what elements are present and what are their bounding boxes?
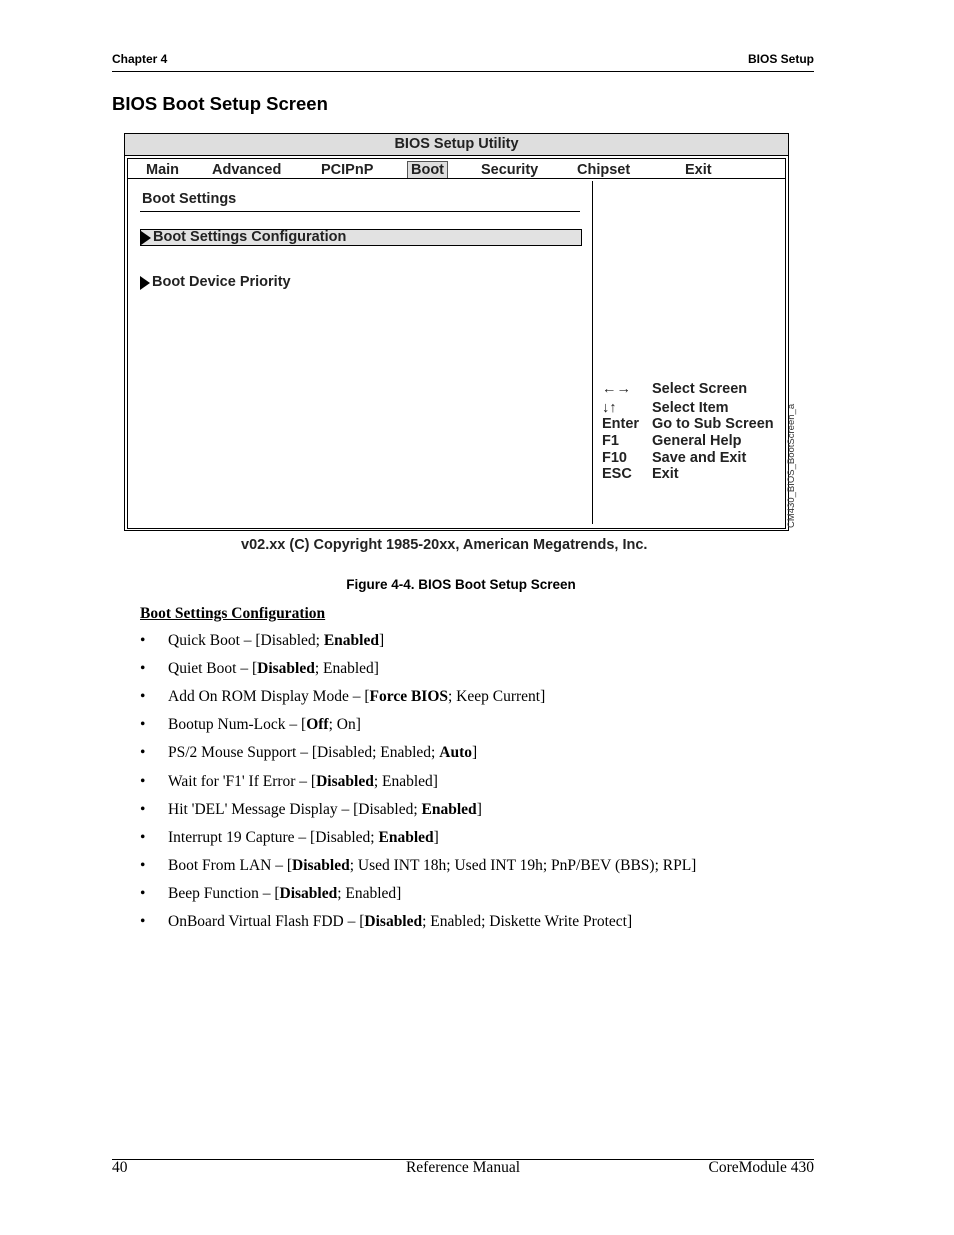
default-option: Disabled (279, 884, 338, 902)
menu-exit[interactable]: Exit (685, 162, 712, 178)
bullet-text (168, 773, 438, 791)
help-row (602, 381, 782, 398)
help-row (602, 450, 782, 467)
menu-main[interactable]: Main (146, 162, 180, 178)
bullet-icon: • (140, 772, 146, 790)
default-option: Enabled (323, 632, 379, 649)
bullet-icon: • (140, 744, 146, 762)
bios-menu-bar (127, 158, 786, 179)
option-text: ; Used INT 18h; Used INT 19h; PnP/BEV (BBS); RPL] (349, 856, 697, 874)
option-text: Quick Boot – [Disabled; (168, 632, 324, 649)
running-title: BIOS Setup (747, 52, 814, 66)
help-description: Select Screen (652, 381, 748, 397)
menu-advanced[interactable]: Advanced (212, 162, 282, 178)
option-text: ; Enabled; Diskette Write Protect] (422, 913, 633, 930)
bullet-text (168, 857, 696, 875)
help-description: Exit (652, 466, 679, 482)
option-text: ] (433, 828, 439, 846)
bullet-text (168, 829, 439, 847)
bios-screen-figure (124, 133, 789, 531)
panel-heading-rule (140, 211, 580, 212)
option-text: OnBoard Virtual Flash FDD – [ (168, 913, 365, 930)
bullet-icon: • (140, 856, 146, 874)
bullet-text (168, 913, 632, 931)
default-option: Enabled (378, 828, 434, 846)
bullet-text (168, 688, 545, 706)
option-text: Beep Function – [ (168, 884, 280, 902)
bios-title-bar (125, 134, 788, 156)
help-description: General Help (652, 433, 742, 449)
figure-file-id: CM430_BIOS_BootScreen_a (786, 403, 797, 528)
default-option: Disabled (316, 772, 374, 790)
up-down-arrows-icon: ↓↑ (602, 400, 617, 416)
option-text: ] (378, 632, 385, 649)
help-key: F1 (602, 433, 619, 449)
option-text: Bootup Num-Lock – [ (168, 716, 307, 734)
bullet-icon: • (140, 884, 146, 902)
help-description: Save and Exit (652, 450, 747, 466)
option-text: ; Keep Current] (448, 688, 546, 706)
menu-security[interactable]: Security (481, 162, 539, 178)
default-option: Force BIOS (369, 688, 448, 706)
help-description: Go to Sub Screen (652, 416, 774, 432)
option-text: ; Enabled] (337, 884, 402, 902)
bullet-icon: • (140, 688, 146, 706)
help-row (602, 400, 782, 417)
menu-item-label: Boot Device Priority (152, 274, 291, 290)
bullet-icon: • (140, 913, 146, 930)
bios-title: BIOS Setup Utility (394, 136, 519, 152)
default-option: Enabled (421, 800, 477, 818)
option-text: ] (471, 744, 478, 762)
footer-title: Reference Manual (405, 1159, 521, 1176)
bullet-text (168, 801, 482, 819)
option-text: Quiet Boot – [ (168, 660, 258, 678)
option-text: ; On] (328, 716, 361, 734)
help-row (602, 466, 782, 483)
menu-item-label: Boot Settings Configuration (153, 229, 347, 245)
settings-panel (130, 181, 593, 524)
help-key: Enter (602, 416, 640, 432)
bullet-text (168, 716, 361, 734)
subsection-heading: Boot Settings Configuration (140, 605, 326, 622)
default-option: Disabled (292, 856, 350, 874)
product-name: CoreModule 430 (708, 1159, 814, 1176)
left-right-arrows-icon: ←→ (602, 381, 631, 397)
submenu-arrow-icon (141, 231, 151, 245)
default-option: Disabled (257, 660, 315, 678)
bullet-icon: • (140, 828, 146, 846)
menu-boot[interactable]: Boot (407, 161, 448, 179)
bullet-text (168, 660, 379, 678)
figure-caption: Figure 4-4. BIOS Boot Setup Screen (346, 577, 576, 592)
menu-chipset[interactable]: Chipset (577, 162, 631, 178)
option-text: Add On ROM Display Mode – [ (168, 688, 370, 706)
page-number: 40 (112, 1159, 128, 1176)
menu-item-boot-device-priority[interactable] (140, 275, 580, 292)
option-text: Wait for 'F1' If Error – [ (168, 772, 317, 790)
default-option: Disabled (364, 913, 423, 930)
option-text: ; Enabled] (373, 772, 438, 790)
submenu-arrow-icon (140, 276, 150, 290)
chapter-label: Chapter 4 (112, 52, 168, 66)
header-rule (112, 71, 814, 72)
bullet-text (168, 632, 384, 650)
option-text: Boot From LAN – [ (168, 856, 292, 874)
option-text: Interrupt 19 Capture – [Disabled; (168, 828, 379, 846)
menu-pcipnp[interactable]: PCIPnP (321, 162, 374, 178)
option-text: ; Enabled] (314, 660, 379, 678)
help-key: F10 (602, 450, 627, 466)
bullet-icon: • (140, 716, 146, 734)
option-text: ] (476, 800, 482, 818)
default-option: Auto (439, 744, 472, 762)
default-option: Off (306, 716, 329, 734)
help-key: ESC (602, 466, 632, 482)
option-text: PS/2 Mouse Support – [Disabled; Enabled; (168, 744, 440, 762)
help-row (602, 416, 782, 433)
help-row (602, 433, 782, 450)
bullet-icon: • (140, 660, 146, 678)
bullet-text (168, 744, 477, 762)
help-description: Select Item (652, 400, 729, 416)
option-text: Hit 'DEL' Message Display – [Disabled; (168, 800, 422, 818)
bios-copyright: v02.xx (C) Copyright 1985-20xx, American Megatrends, Inc. (241, 537, 648, 553)
bullet-text (168, 885, 401, 903)
bullet-icon: • (140, 632, 146, 649)
panel-heading: Boot Settings (142, 191, 237, 207)
bullet-icon: • (140, 800, 146, 818)
section-title: BIOS Boot Setup Screen (112, 93, 328, 114)
menu-item-boot-settings-configuration[interactable] (140, 229, 582, 246)
bios-body (127, 178, 786, 529)
help-panel (594, 181, 784, 524)
